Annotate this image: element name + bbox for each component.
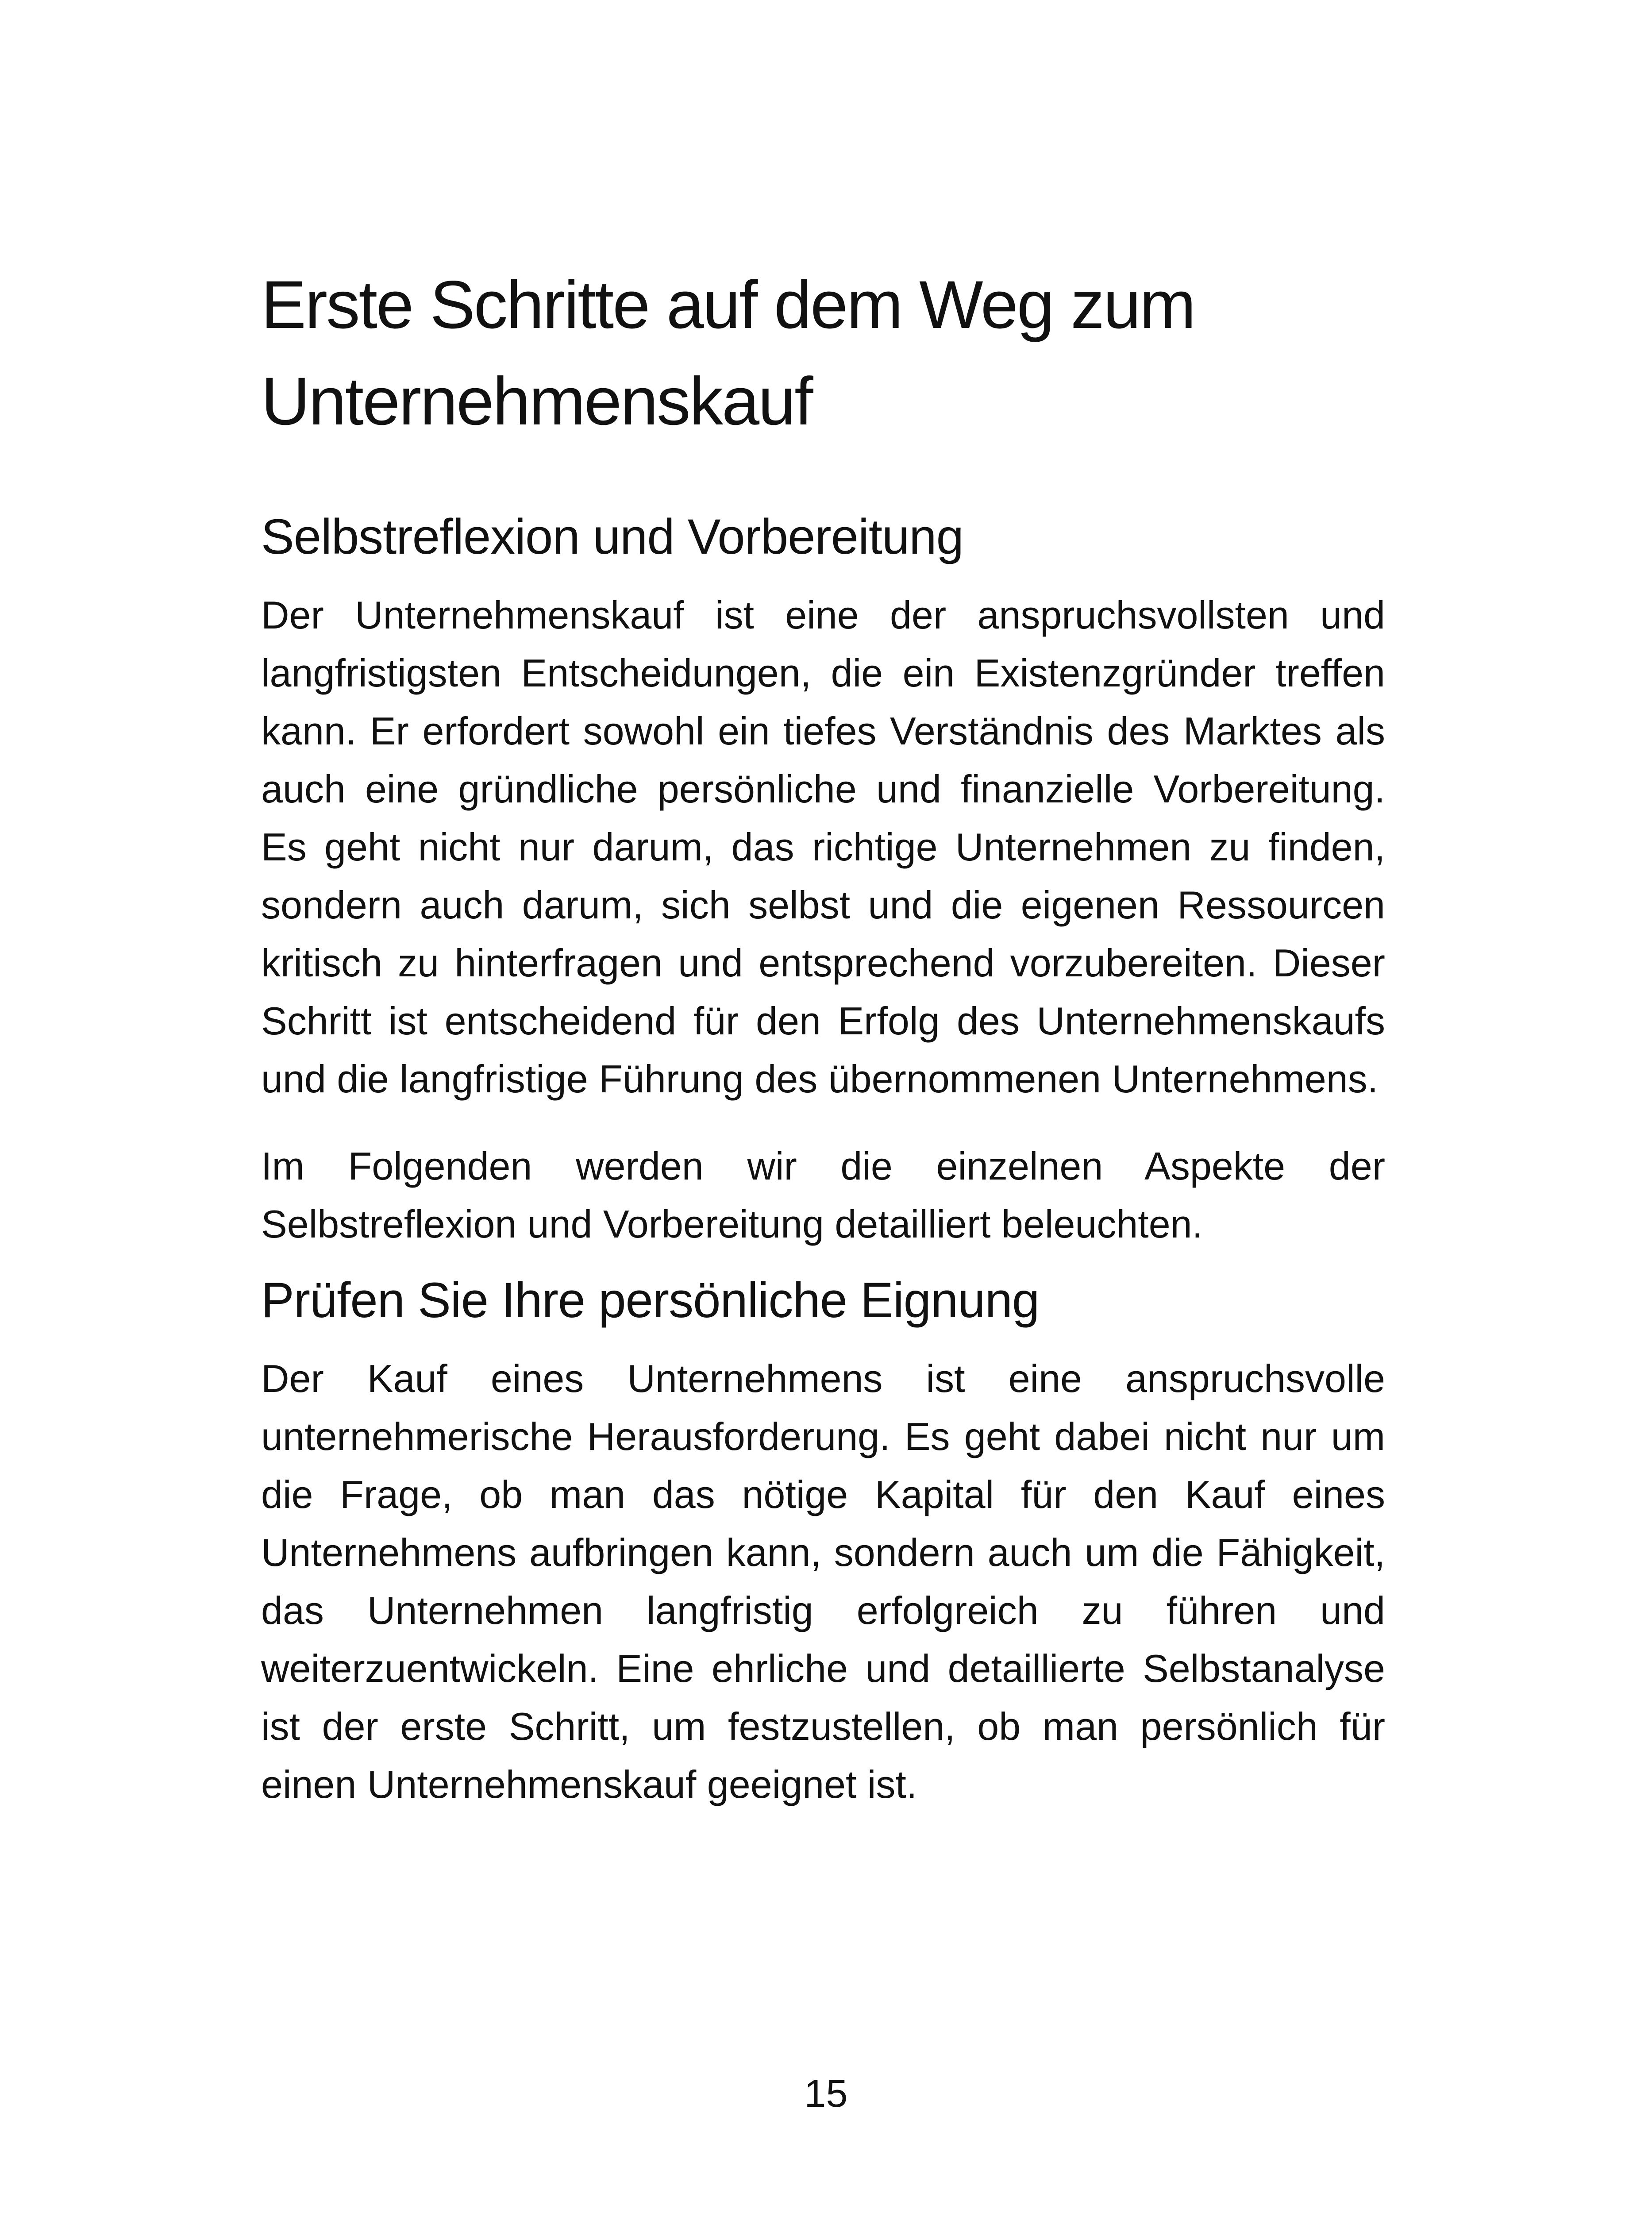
subsection-heading: Prüfen Sie Ihre persönliche Eignung xyxy=(261,1272,1040,1328)
body-paragraph: Der Kauf eines Unternehmens ist eine anspruchsvolle unternehmerische Herausforderung. Es geht dabei nicht nur um die Frage, ob man das nötige Kapital für den Kauf eines Unternehmens aufbringen kann, sondern auch um die Fähigkeit, das Unternehmen langfristig erfolgreich zu führen und weiterzuentwickeln. Eine ehrliche und detaillierte Selbstanalyse ist der erste Schritt, um festzustellen, ob man persönlich für einen Unternehmenskauf geeignet ist. xyxy=(261,1357,1385,1806)
chapter-title: Erste Schritte auf dem Weg zum Unternehmenskauf xyxy=(261,267,1195,439)
page-number: 15 xyxy=(804,2071,848,2115)
page-content xyxy=(261,257,1385,1813)
body-paragraph: Im Folgenden werden wir die einzelnen Aspekte der Selbstreflexion und Vorbereitung detailliert beleuchten. xyxy=(261,1144,1385,1246)
body-paragraph: Der Unternehmenskauf ist eine der anspruchsvollsten und langfristigsten Entscheidungen, die ein Existenzgründer treffen kann. Er erfordert sowohl ein tiefes Verständnis des Marktes als auch eine gründliche persönliche und finanzielle Vorbereitung. Es geht nicht nur darum, das richtige Unternehmen zu finden, sondern auch darum, sich selbst und die eigenen Ressourcen kritisch zu hinterfragen und entsprechend vorzubereiten. Dieser Schritt ist entscheidend für den Erfolg des Unternehmenskaufs und die langfristige Führung des übernommenen Unternehmens. xyxy=(261,593,1385,1101)
section-heading: Selbstreflexion und Vorbereitung xyxy=(261,509,963,564)
